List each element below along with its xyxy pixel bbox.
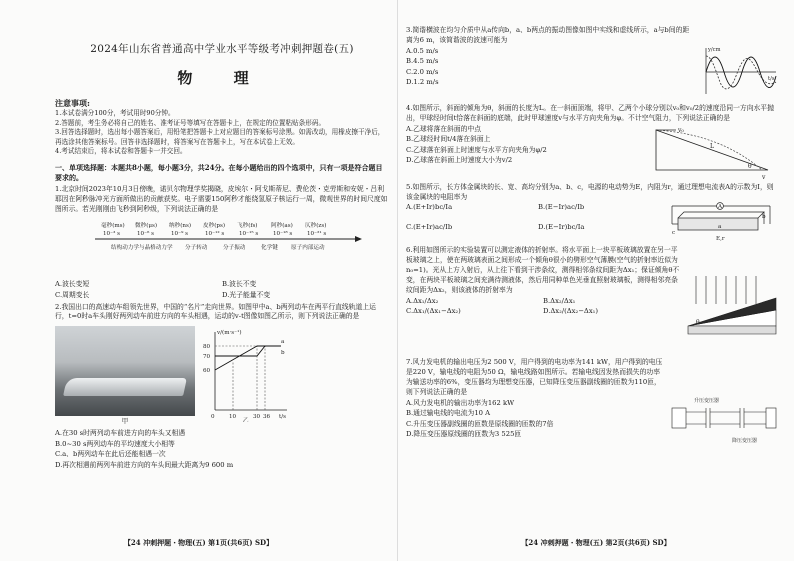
- option: B.4.5 m/s: [406, 57, 439, 66]
- scale-bottom: 化学键: [261, 244, 278, 251]
- option: C.乙球落在斜面上时速度与水平方向夹角为φ/2: [406, 145, 547, 154]
- option: D.(E−Ir)bc/Ia: [538, 223, 585, 232]
- scale-bottom: 分子转动: [185, 244, 208, 251]
- time-scale-svg: [55, 219, 385, 275]
- exam-title: 2024年山东省普通高中学业水平等级考冲刺押题卷(五): [90, 43, 354, 55]
- scale-top: 仄秒(zs): [305, 222, 327, 229]
- fig-label: b: [762, 214, 766, 221]
- fig-label: v₀: [678, 126, 684, 134]
- graph-xtick: 30: [253, 414, 261, 421]
- option: D.降压变压器原线圈的匝数为3 525匝: [406, 430, 522, 439]
- page-2-content: [406, 24, 780, 531]
- graph-series-b: b: [281, 350, 285, 357]
- option: C.2.0 m/s: [406, 67, 439, 76]
- question-7-stem: 7.风力发电机的输出电压为2 500 V，用户得到的电功率为141 kW，用户得到的电压是220 V，输电线的电阻为50 Ω，输电线路如图所示。若输电线因发热而损失的功率为输送功率的6%，变压器均为理想变压器，已知降压变压器副线圈的匝数为110匝，则下列说法正确的是: [406, 358, 663, 396]
- option: C.a、b两列动车在此后还能相遇一次: [55, 450, 166, 459]
- question-2-stem: 2.我国出口的高速动车组领先世界，中国的“名片”走向世界。如图甲中a、b两列动车在两平行直线轨道上运行，t=0时a车头刚好两列动车前进方向的车头相遇，运动的v-t图像如图乙所示，则下列说法正确的是: [55, 302, 376, 321]
- graph-ytick: 80: [203, 344, 211, 351]
- train-photo: [55, 326, 195, 426]
- option: A.Δx₁/Δx₂: [406, 296, 439, 305]
- graph-ylabel: y/cm: [708, 47, 721, 53]
- photo-caption: 甲: [121, 417, 129, 426]
- option: A.波长变短: [55, 279, 90, 288]
- question-4-block: [406, 124, 780, 180]
- fig-label: A: [718, 204, 723, 211]
- fig-label: L: [710, 142, 714, 150]
- scale-bottom: 分子振动: [223, 244, 246, 251]
- train-shape: [63, 378, 187, 396]
- fig-label: θ: [696, 319, 700, 327]
- graph-xtick: 10: [229, 414, 237, 421]
- fig-label: E,r: [716, 236, 725, 243]
- question-4-stem: 4.如图所示，斜面的倾角为θ，斜面的长度为L。在一斜面顶端，将甲、乙两个小球分别以v₀和v₀/2的速度沿同一方向水平抛出，甲球经时间t恰落在斜面的底端，此时甲球速度v与水平方向夹角为φ。不计空气阻力，下列说法正确的是: [406, 104, 774, 122]
- fig-label: 升压变压器: [694, 398, 720, 405]
- fig-label: a: [718, 224, 722, 231]
- scale-pow: 10⁻⁶ s: [137, 230, 154, 237]
- option: C.(E+Ir)ac/Ib: [406, 223, 453, 232]
- option: B.Δx₂/Δx₁: [543, 296, 576, 305]
- scale-pow: 10⁻²¹ s: [307, 230, 327, 237]
- option: A.0.5 m/s: [406, 46, 439, 55]
- graph-ytick: 60: [203, 368, 211, 375]
- question-3-block: [406, 24, 780, 100]
- wedge-film-figure: [684, 274, 780, 354]
- graph-series-a: a: [281, 339, 285, 346]
- graph-xlabel: t/s: [768, 76, 775, 82]
- transmission-figure: [670, 394, 780, 454]
- vt-graph: [201, 326, 291, 422]
- scale-pow: 10⁻¹⁸ s: [273, 230, 293, 237]
- scale-pow: 10⁻¹² s: [205, 230, 225, 237]
- page-1-content: [55, 24, 389, 531]
- section-heading: 一、单项选择题：本题共8小题，每小题3分，共24分。在每小题给出的四个选项中，只有一项是符合题目要求的。: [55, 162, 383, 183]
- time-scale-figure: [55, 219, 389, 275]
- option: D.乙球落在斜面上时速度大小为v/2: [406, 156, 513, 165]
- graph-ytick: 70: [203, 354, 211, 361]
- notice-item: 1.本试卷满分100分，考试用时90分钟。: [55, 109, 175, 118]
- option: B.波长不变: [222, 279, 257, 288]
- option: C.升压变压器副线圈的匝数是原线圈的匝数的7倍: [406, 419, 554, 428]
- question-2-figures: [55, 326, 389, 426]
- footer-page-2: 【24 冲刺押题・物理(五) 第2页(共6页) SD】: [521, 537, 671, 547]
- fig-label: c: [672, 230, 676, 237]
- question-2-options: [55, 428, 389, 470]
- graph-xtick: 36: [263, 414, 271, 421]
- option: A.(E+Ir)bc/Ia: [406, 203, 453, 212]
- scale-top: 纳秒(ns): [169, 222, 192, 229]
- scale-bottom: 结构动力学与晶格动力学: [111, 244, 173, 251]
- fig-label: 降压变压器: [732, 438, 758, 445]
- graph-caption: 乙: [243, 418, 249, 423]
- scale-top: 皮秒(ps): [203, 222, 226, 229]
- option: A.乙球将落在斜面的中点: [406, 124, 482, 133]
- notice-heading: 注意事项:: [55, 98, 90, 109]
- scale-pow: 10⁻³ s: [103, 230, 120, 237]
- scale-top: 阿秒(as): [271, 222, 293, 229]
- question-6-block: [406, 244, 780, 354]
- fig-label: θ: [748, 162, 752, 170]
- option: B.0~30 s两列动车的平均速度大小相等: [55, 439, 175, 448]
- question-6-stem: 6.利用如图所示的实验装置可以测定液体的折射率。将水平面上一块平板玻璃放置在另一平板玻璃之上，使在两玻璃表面之间形成一个倾角θ很小的劈形空气薄膜(空气的折射率近似为n₀=1)。光从上方入射后，从上往下看到干涉条纹，测得相邻条纹间距为Δx₁；保证倾角θ不变，在两块平板玻璃之间充满待测液体，然后用同种单色光垂直照射玻璃板，测得相邻亮条纹间距为Δx₂，则该液体的折射率为: [406, 246, 680, 294]
- option: A.在30 s时两列动车前进方向的车头又相遇: [55, 429, 186, 438]
- scale-pow: 10⁻⁹ s: [171, 230, 188, 237]
- scale-top: 飞秒(fs): [237, 222, 258, 229]
- option: D.1.2 m/s: [406, 78, 439, 87]
- question-7-block: [406, 356, 780, 454]
- vibration-graph: [698, 44, 780, 100]
- notice-item: 4.考试结束后，将本试卷和答题卡一并交回。: [55, 147, 187, 156]
- option: D.再次相遇前两列车前进方向的车头间最大距离为9 600 m: [55, 460, 234, 469]
- notice-block: [55, 98, 389, 157]
- scale-top: 微秒(μs): [135, 222, 158, 229]
- graph-ylabel: v/(m·s⁻¹): [217, 330, 242, 337]
- option: D.光子能量不变: [222, 290, 271, 299]
- question-1-stem: 1.北京时间2023年10月3日傍晚，诺贝尔物理学奖揭晓，皮埃尔・阿戈斯蒂尼、费伦茨・克劳斯和安妮・吕利耶因在阿秒脉冲光方面所做出的贡献获奖。电子需要150阿秒才能绕氢原子核运行一周，微观世界的时间尺度如图所示。若光刚刚由飞秒到阿秒级，下列说法正确的是: [55, 185, 388, 213]
- question-1-options: [55, 279, 389, 301]
- question-5-stem: 5.如图所示，长方体金属块的长、宽、高均分别为a、b、c，电源的电动势为E，内阻为r，通过理想电流表A的示数为I，则该金属块的电阻率为: [406, 182, 774, 201]
- fig-label: v: [762, 173, 766, 180]
- option: C.Δx₁/(Δx₁−Δx₂): [406, 307, 461, 316]
- scale-pow: 10⁻¹⁵ s: [239, 230, 259, 237]
- notice-item: 2.答题前，考生务必将自己的姓名、准考证号等填写在答题卡上，在规定的位置粘贴条形码。: [55, 118, 326, 127]
- option: D.Δx₂/(Δx₂−Δx₁): [543, 307, 599, 316]
- graph-xlabel: t/s: [279, 414, 287, 421]
- subject-title: 物 理: [177, 69, 267, 88]
- footer-page-1: 【24 冲刺押题・物理(五) 第1页(共6页) SD】: [123, 537, 274, 547]
- question-5-block: [406, 202, 780, 242]
- option: B.通过输电线的电流为10 A: [406, 409, 491, 418]
- graph-xtick: 0: [211, 414, 215, 421]
- incline-figure: [650, 124, 780, 180]
- scale-bottom: 原子内部运动: [291, 244, 325, 251]
- page-2: [397, 0, 794, 561]
- scale-top: 毫秒(ms): [101, 222, 125, 229]
- option: B.乙球经时间t/4落在斜面上: [406, 135, 491, 144]
- option: C.周期变长: [55, 290, 90, 299]
- circuit-figure: [670, 202, 780, 242]
- notice-item: 3.回答选择题时，选出每小题答案后，用铅笔把答题卡上对应题目的答案标号涂黑。如需改动，用橡皮擦干净后，再选涂其他答案标号。回答非选择题时，将答案写在答题卡上，写在本试卷上无效。: [55, 128, 385, 146]
- option: B.(E−Ir)ac/Ib: [538, 203, 585, 212]
- option: A.风力发电机的输出功率为162 kW: [406, 398, 515, 407]
- question-3-stem: 3.简谐横波在均匀介质中从a传向b，a、b两点的振动图像如图中实线和虚线所示，a与b间的距离为6 m，该简谐波的波速可能为: [406, 26, 690, 44]
